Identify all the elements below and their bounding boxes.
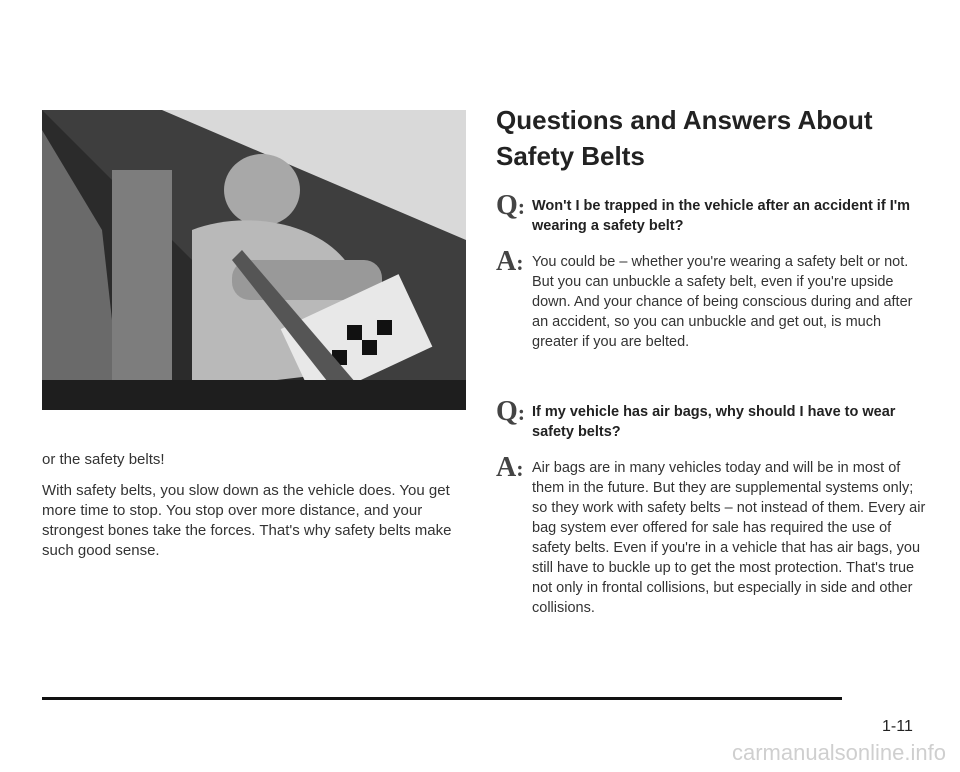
question-mark-q: Q :	[496, 190, 525, 222]
answer-1	[496, 246, 926, 352]
page-number: 1-11	[882, 718, 913, 735]
left-paragraph-2: With safety belts, you slow down as the vehicle does. You get more time to stop. You stop over more distance, and your strongest bones take the forces. That's why safety belts make such good sense.	[42, 482, 452, 559]
crash-dummy-photo	[42, 110, 466, 410]
answer-mark-a: A :	[496, 452, 524, 484]
answer-1-text: You could be – whether you're wearing a safety belt or not. But you can unbuckle a safety belt, even if you're upside down. And your chance of being conscious during and after an accident, so you can unbuckle and get out, is much greater if you are belted.	[532, 254, 913, 350]
answer-mark-a: A :	[496, 246, 524, 278]
left-paragraph-1: or the safety belts!	[42, 451, 165, 468]
question-2-text: If my vehicle has air bags, why should I have to wear safety belts?	[532, 404, 896, 440]
answer-2	[496, 452, 926, 618]
question-1-text: Won't I be trapped in the vehicle after an accident if I'm wearing a safety belt?	[532, 198, 911, 234]
answer-2-text: Air bags are in many vehicles today and will be in most of them in the future. But they are supplemental systems only; so they work with safety belts – not instead of them. Every air bag system ever offered for sale has required the use of safety belts. Even if you're in a vehicle that has air bags, you still have to buckle up to get the most protection. That's true not only in frontal collisions, but especially in side and other collisions.	[532, 460, 926, 616]
question-mark-q: Q :	[496, 396, 525, 428]
question-2	[496, 396, 926, 442]
watermark: carmanualsonline.info	[731, 740, 946, 765]
question-1	[496, 190, 926, 236]
footer-rule	[42, 697, 842, 700]
left-column-text	[42, 450, 482, 572]
section-title: Questions and Answers About Safety Belts	[496, 105, 873, 171]
